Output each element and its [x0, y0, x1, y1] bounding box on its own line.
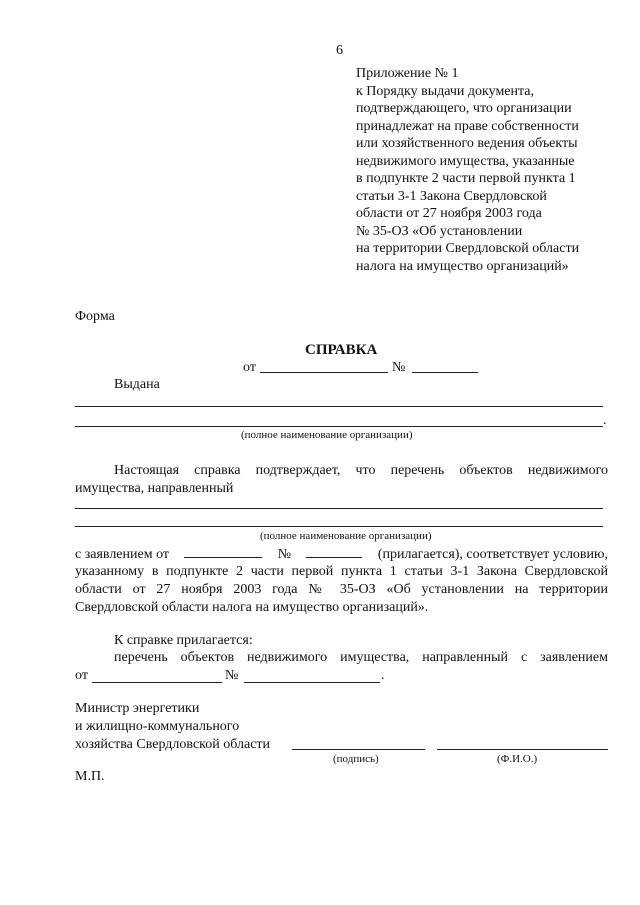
attach-line1: перечень объектов недвижимого имущества, направленный с заявлением	[114, 650, 608, 665]
signature-caption: (подпись)	[333, 753, 379, 765]
appendix-line: недвижимого имущества, указанные	[356, 153, 575, 169]
para2-line1	[75, 545, 608, 564]
attach-number-field[interactable]	[244, 682, 380, 683]
para2-from-label: с заявлением от	[75, 547, 170, 562]
org-caption-1: (полное наименование организации)	[241, 429, 413, 441]
para2-line4: Свердловской области налога на имущество организаций».	[75, 600, 429, 615]
name-caption: (Ф.И.О.)	[497, 753, 538, 765]
header-no-label: №	[392, 360, 406, 375]
appendix-line: налога на имущество организаций»	[356, 258, 569, 274]
appendix-line: принадлежат на праве собственности	[356, 118, 579, 134]
header-from-label: от	[243, 360, 256, 375]
para1-org-field-1[interactable]	[75, 508, 603, 509]
para2-tail: (прилагается), соответствует условию,	[377, 547, 608, 562]
para2-number-field[interactable]	[306, 545, 362, 558]
attach-no-label: №	[225, 668, 239, 683]
para2-line2: указанному в подпункте 2 части первой пункта 1 статьи 3-1 Закона Свердловской	[75, 564, 608, 579]
attach-period: .	[381, 668, 385, 683]
appendix-block	[356, 65, 579, 275]
para2-date-field[interactable]	[184, 545, 262, 558]
para1-org-field-2[interactable]	[75, 526, 603, 527]
issued-org-period: .	[603, 413, 607, 428]
signatory-block	[75, 700, 270, 754]
document-title: СПРАВКА	[305, 342, 378, 358]
issued-org-field-2[interactable]	[75, 426, 603, 427]
signature-field[interactable]	[292, 749, 425, 750]
org-caption-2: (полное наименование организации)	[260, 530, 432, 542]
name-field[interactable]	[437, 749, 608, 750]
appendix-line: подтверждающего, что организации	[356, 101, 572, 116]
header-number-field[interactable]	[412, 372, 478, 373]
stamp-label: М.П.	[75, 769, 105, 784]
appendix-line: в подпункте 2 части первой пункта 1	[356, 171, 576, 186]
appendix-line: Приложение № 1	[356, 66, 459, 81]
signatory-line: хозяйства Свердловской области	[75, 737, 271, 752]
signatory-line: Министр энергетики	[75, 701, 200, 716]
issued-label: Выдана	[114, 377, 160, 392]
attach-heading: К справке прилагается:	[114, 633, 253, 648]
appendix-line: статьи 3-1 Закона Свердловской	[356, 188, 547, 204]
para2-line3: области от 27 ноября 2003 года № 35-ОЗ «Об установлении на территории	[75, 582, 608, 597]
appendix-line: № 35-ОЗ «Об установлении	[356, 223, 523, 239]
issued-org-field-1[interactable]	[75, 406, 603, 407]
appendix-line: или хозяйственного ведения объекты	[356, 136, 578, 151]
para1-line2: имущества, направленный	[75, 481, 234, 496]
attach-from-label: от	[75, 668, 88, 683]
appendix-line: области от 27 ноября 2003 года	[356, 206, 542, 221]
form-label: Форма	[75, 309, 115, 324]
header-date-field[interactable]	[260, 372, 388, 373]
para2-no-label: №	[277, 547, 292, 562]
attach-date-field[interactable]	[92, 682, 222, 683]
appendix-line: на территории Свердловской области	[356, 241, 580, 256]
appendix-line: к Порядку выдачи документа,	[356, 83, 535, 99]
signatory-line: и жилищно-коммунального	[75, 719, 240, 734]
para1-line1: Настоящая справка подтверждает, что перечень объектов недвижимого	[114, 463, 608, 478]
page-number: 6	[336, 43, 343, 58]
